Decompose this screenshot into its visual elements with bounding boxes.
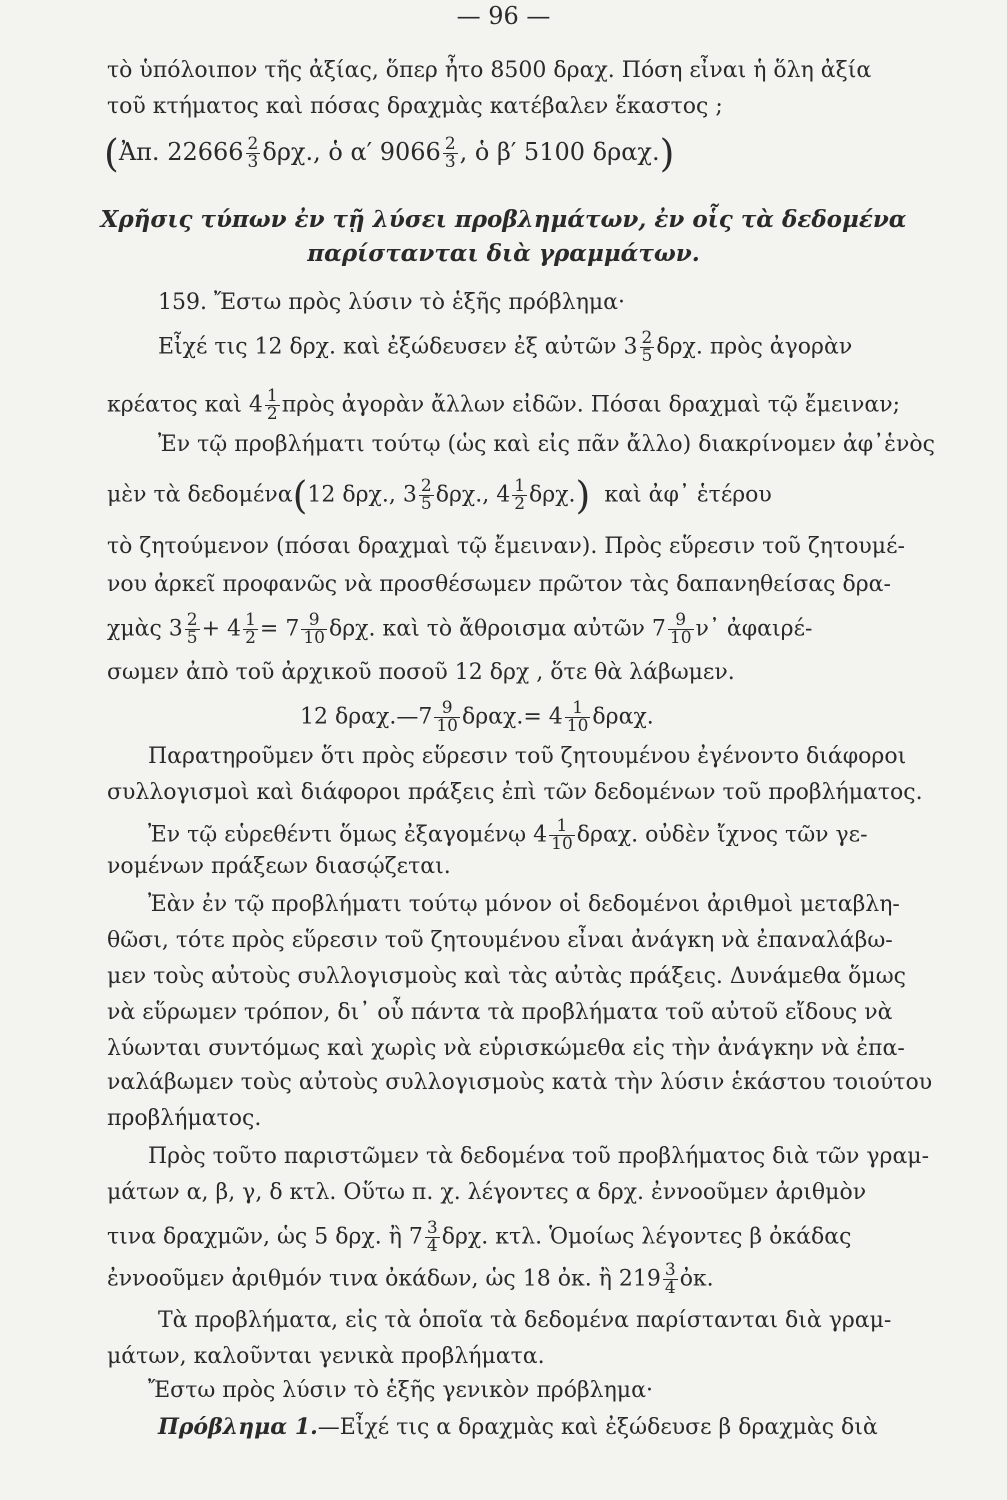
numerator: 2 [247,134,259,154]
denominator: 5 [641,346,653,366]
text-line [107,1034,929,1064]
text-line [107,1342,929,1372]
page-number: — 96 — [456,2,551,30]
text-line [148,890,970,920]
fraction [663,1262,678,1297]
open-paren: ( [104,131,119,176]
denominator: 4 [664,1278,676,1298]
text-span: δραχ.= 4 [461,704,563,730]
text-line [158,330,980,365]
text-span: μὲν τὰ δεδομένα [107,482,293,508]
text-span: Τὰ προβλήματα, εἰς τὰ ὁποῖα τὰ δεδομένα παρίστανται διὰ γραμ- [158,1308,892,1333]
text-line [107,1068,933,1098]
text-line [107,473,929,518]
fraction [301,612,327,647]
denominator: 2 [266,404,278,424]
text-span: σωμεν ἀπὸ τοῦ ἀρχικοῦ ποσοῦ 12 δρχ , ὅτε θὰ λάβωμεν. [107,660,735,685]
text-span: δρχ. καὶ τὸ ἄθροισμα αὐτῶν 7 [328,616,666,642]
numerator: 3 [426,1218,438,1238]
fraction [265,388,280,423]
text-span: δραχ. οὐδὲν ἴχνος τῶν γε- [576,822,868,848]
answer-text: , ὁ β′ 5100 δραχ. [459,138,660,166]
text-span: Ἐν τῷ εὑρεθέντι ὅμως ἐξαγομένῳ 4 [148,822,548,848]
text-span: Πρὸς τοῦτο παριστῶμεν τὰ δεδομένα τοῦ προβλήματος διὰ τῶν γραμ- [148,1144,930,1169]
text-span: τοῦ κτήματος καὶ πόσας δραχμὰς κατέβαλεν ἕκαστος ; [107,94,723,119]
denominator: 2 [245,628,256,648]
text-line [107,612,929,647]
text-span: λύωνται συντόμως καὶ χωρὶς νὰ εὑρισκώμεθα εἰς τὴν ἀνάγκην νὰ ἐπα- [107,1036,905,1061]
answer-line [104,131,926,176]
text-span: νου ἀρκεῖ προφανῶς νὰ προσθέσωμεν πρῶτον τὰς δαπανηθείσας δρα- [107,572,891,597]
text-span: μάτων, καλοῦνται γενικὰ προβλήματα. [107,1344,545,1369]
text-span: 12 δραχ.—7 [300,704,433,730]
text-span: συλλογισμοὶ καὶ διάφοροι πράξεις ἐπὶ τῶν δεδομένων τοῦ προβλήματος. [107,780,923,805]
denominator: 3 [247,152,259,172]
denominator: 10 [669,628,692,648]
text-span: ὀκ. [679,1266,714,1292]
fraction [434,700,460,735]
text-span: προβλήματος. [107,1106,262,1131]
text-span: τὸ ὑπόλοιπον τῆς ἀξίας, ὅπερ ἦτο 8500 δραχ. Πόση εἶναι ἡ ὅλη ἀξία [107,58,872,83]
text-line [107,1104,929,1134]
fraction [549,818,575,853]
denominator: 10 [436,716,458,736]
text-span: νὰ εὕρωμεν τρόπον, δι᾽ οὗ πάντα τὰ προβλήματα τοῦ αὐτοῦ εἴδους νὰ [107,1000,893,1025]
text-span: χμὰς 3 [107,616,183,642]
text-span: νομένων πράξεων διασῴζεται. [107,854,451,879]
text-line [148,818,970,853]
text-span: 159. Ἔστω πρὸς λύσιν τὸ ἑξῆς πρόβλημα· [158,290,626,315]
text-line [158,430,980,460]
numerator: 2 [186,610,198,630]
fraction [185,612,200,647]
numerator: 9 [434,700,460,718]
text-line [107,998,929,1028]
equation-line [300,700,1007,735]
text-span: Εἶχέ τις 12 δρχ. καὶ ἐξώδευσεν ἐξ αὐτῶν 3 [158,334,638,360]
text-span: τινα δραχμῶν, ὡς 5 δρχ. ἢ 7 [107,1224,423,1250]
text-line [107,570,929,600]
text-line [107,1178,929,1208]
text-line [148,742,970,772]
problem-label: Πρόβλημα 1. [158,1414,318,1440]
text-line [107,778,929,808]
close-paren: ) [659,131,675,176]
text-span: —Εἶχέ τις α δραχμὰς καὶ ἐξώδευσε β δραχμὰς διὰ [317,1415,878,1440]
denominator: 2 [514,494,526,514]
text-span: Παρατηροῦμεν ὅτι πρὸς εὕρεσιν τοῦ ζητουμένου ἐγένοντο διάφοροι [148,744,907,769]
text-span: Ἐὰν ἐν τῷ προβλήματι τούτῳ μόνον οἱ δεδομένοι ἀριθμοὶ μεταβλη- [148,892,900,917]
text-span: ν᾽ ἀφαιρέ- [695,616,813,642]
text-span: = 7 [259,616,300,642]
text-span: δρχ. πρὸς ἀγορὰν [656,334,853,360]
text-span: πρὸς ἀγορὰν ἄλλων εἰδῶν. Πόσαι δραχμαὶ τῷ ἔμειναν; [281,392,901,418]
denominator: 5 [420,494,432,514]
text-span: κρέατος καὶ 4 [107,392,263,418]
answer-text: Ἀπ. 22666 [118,138,244,166]
text-span: 12 δρχ., 3 [307,482,417,508]
numerator: 3 [664,1260,676,1280]
text-line [107,926,929,956]
denominator: 10 [551,834,573,854]
numerator: 2 [641,328,653,348]
text-line [107,658,929,688]
numerator: 9 [668,612,694,630]
text-span: ναλάβωμεν τοὺς αὐτοὺς συλλογισμοὺς κατὰ τὴν λύσιν ἑκάστου τοιούτου [107,1070,933,1095]
fraction [425,1220,440,1255]
denominator: 10 [566,716,589,736]
fraction [565,700,591,735]
text-line [158,1306,980,1336]
text-span: δρχ., 4 [435,482,511,508]
text-line [107,1262,929,1297]
text-span: θῶσι, τότε πρὸς εὕρεσιν τοῦ ζητουμένου εἶναι ἀνάγκη νὰ ἐπαναλάβω- [107,928,893,953]
text-span: μάτων α, β, γ, δ κτλ. Οὕτω π. χ. λέγοντες α δρχ. ἐννοοῦμεν ἀριθμὸν [107,1180,867,1205]
close-paren: ) [575,473,591,518]
denominator: 10 [303,628,325,648]
text-span: ἐννοοῦμεν ἀριθμόν τινα ὀκάδων, ὡς 18 ὀκ. ἢ 219 [107,1266,661,1292]
denominator: 3 [444,152,456,172]
open-paren: ( [292,473,308,518]
numerator: 1 [245,610,256,630]
text-span: μεν τοὺς αὐτοὺς συλλογισμοὺς καὶ τὰς αὐτὰς πράξεις. Δυνάμεθα ὅμως [107,964,906,989]
numerator: 1 [514,476,526,496]
text-line [148,1142,970,1172]
fraction [243,612,258,647]
text-line [158,288,980,318]
text-line [107,532,929,562]
numerator: 1 [266,386,278,406]
text-span: δραχ. [592,704,654,730]
numerator: 9 [301,612,327,630]
text-span: δρχ. κτλ. Ὁμοίως λέγοντες β ὀκάδας [441,1224,852,1250]
fraction [640,330,655,365]
text-span: Ἔστω πρὸς λύσιν τὸ ἑξῆς γενικὸν πρόβλημα· [148,1378,653,1403]
numerator: 2 [420,476,432,496]
answer-text: δρχ., ὁ α′ 9066 [262,138,441,166]
numerator: 1 [549,818,575,836]
text-line [107,852,929,882]
text-line [107,92,929,122]
denominator: 4 [426,1236,438,1256]
text-line [148,1376,970,1406]
text-span: τὸ ζητούμενον (πόσαι δραχμαὶ τῷ ἔμειναν). Πρὸς εὕρεσιν τοῦ ζητουμέ- [107,534,905,559]
text-line [158,1412,980,1443]
numerator: 1 [565,700,591,718]
section-heading: παρίστανται διὰ γραμμάτων. [307,240,700,267]
numerator: 2 [444,134,456,154]
section-heading: Χρῆσις τύπων ἐν τῇ λύσει προβλημάτων, ἐν οἷς τὰ δεδομένα [100,206,907,233]
text-line [107,56,929,86]
text-span: καὶ ἀφ᾽ ἑτέρου [604,482,772,508]
fraction [668,612,694,647]
text-line [107,388,929,423]
text-line [107,962,929,992]
text-span: Ἐν τῷ προβλήματι τούτῳ (ὡς καὶ εἰς πᾶν ἄλλο) διακρίνομεν ἀφ᾽ἑνὸς [158,432,935,457]
fraction [419,478,434,513]
fraction [512,478,527,513]
fraction [443,136,458,171]
denominator: 5 [186,628,198,648]
fraction [246,136,261,171]
text-span: δρχ. [529,482,576,508]
text-line [107,1220,929,1255]
text-span: + 4 [201,616,242,642]
